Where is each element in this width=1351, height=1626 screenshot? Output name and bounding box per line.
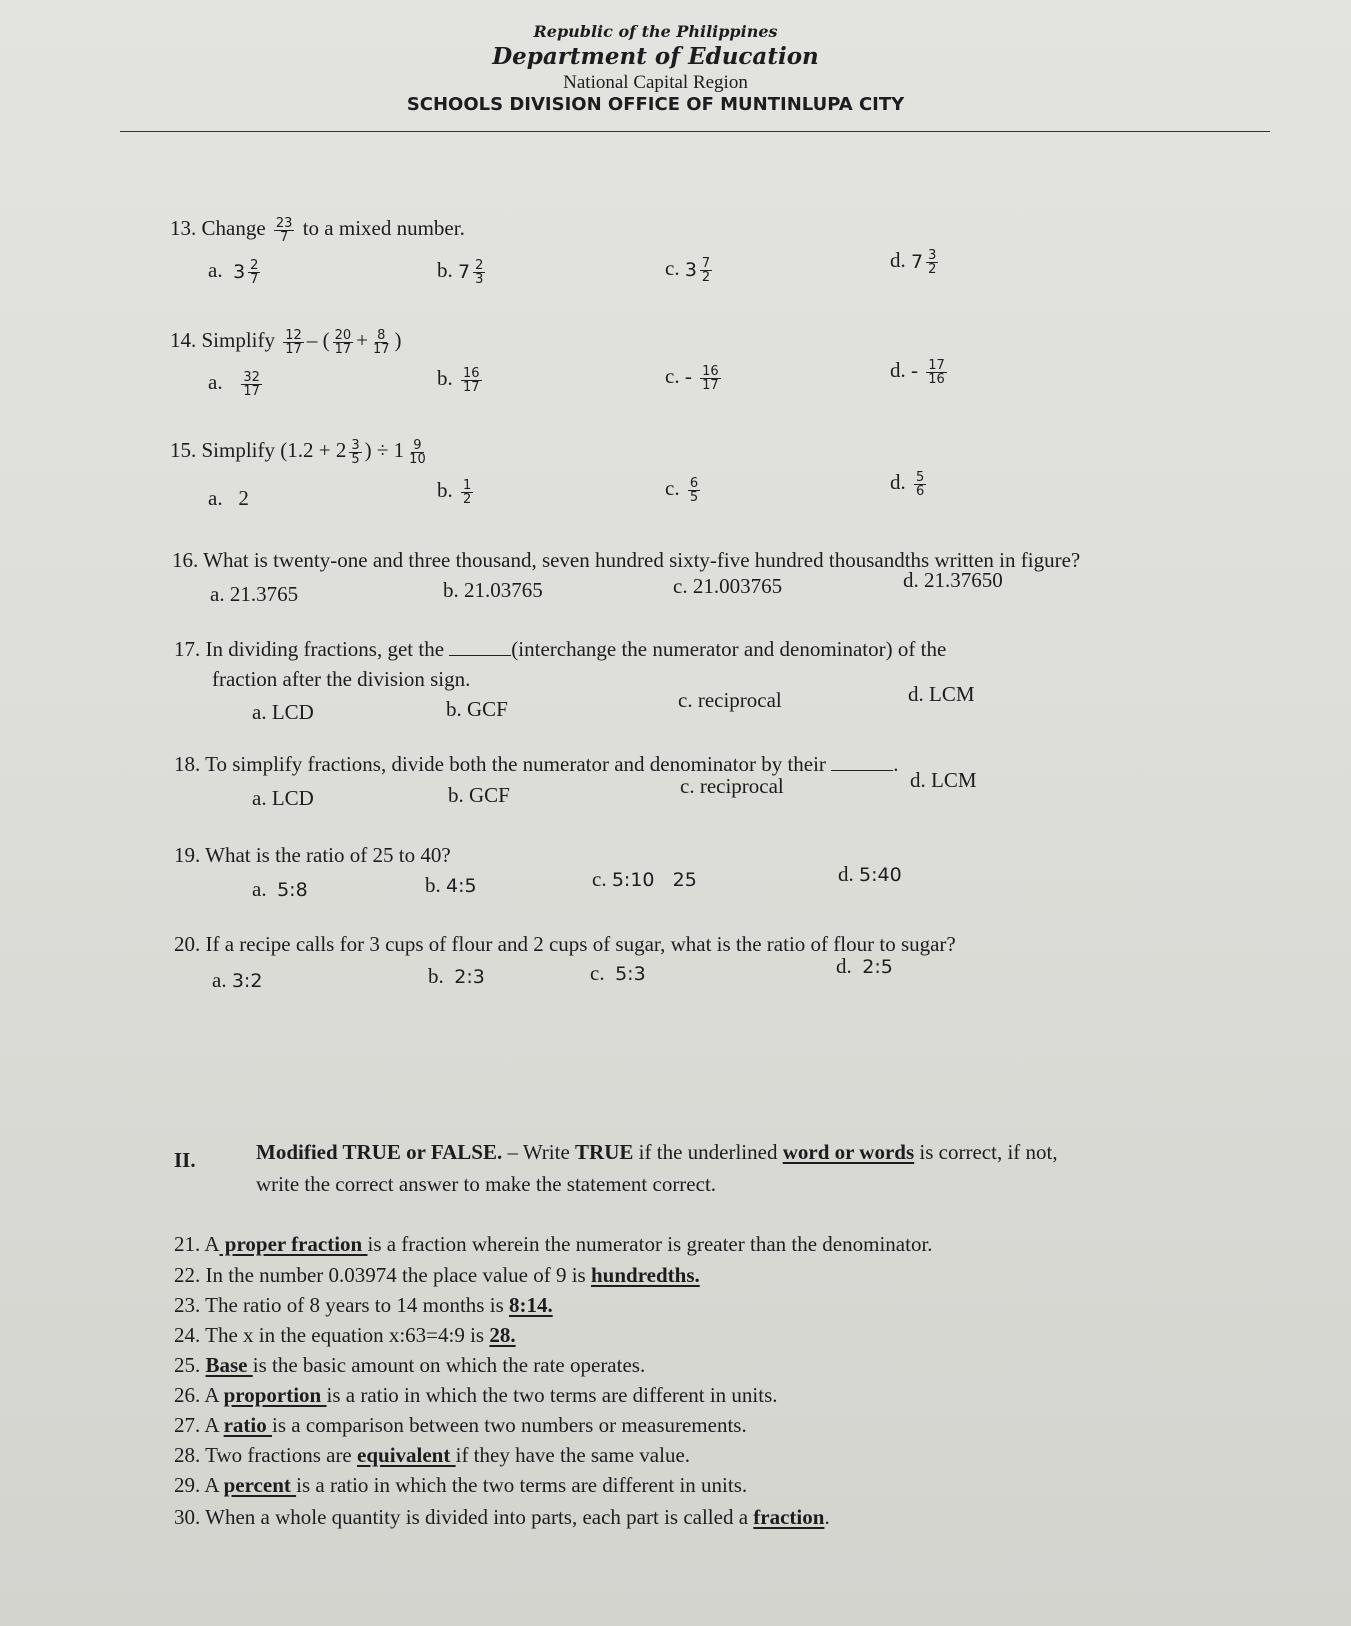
letterhead	[0, 22, 1351, 115]
tf-item-text: if they have the same value.	[455, 1443, 691, 1467]
question-17: 17. In dividing fractions, get the (interchange the numerator and denominator) of the	[174, 637, 947, 661]
tf-item-text: 30. When a whole quantity is divided into parts, each part is called a	[174, 1505, 754, 1529]
q17-option-d[interactable]: d. LCM	[908, 682, 975, 706]
question-13	[170, 216, 465, 244]
q13-option-d[interactable]: d. 7 $\frac{3}{2}$	[890, 247, 937, 277]
deped-line: Department of Education	[492, 43, 819, 70]
question-16: 16. What is twenty-one and three thousand, seven hundred sixty-five hundred thousandths written in figure?	[172, 548, 1081, 572]
q17-option-b[interactable]: b. GCF	[446, 697, 508, 721]
q14-option-d[interactable]: d. - $\frac{17}{16}$	[890, 357, 945, 387]
section-2-instructions: Modified TRUE or FALSE. – Write TRUE if the underlined word or words is correct, if not,	[256, 1140, 1058, 1164]
tf-item-text: 23. The ratio of 8 years to 14 months is	[174, 1293, 509, 1317]
q19-option-c[interactable]: c. 5:10 25	[592, 867, 697, 891]
question-20: 20. If a recipe calls for 3 cups of flour and 2 cups of sugar, what is the ratio of flour to sugar?	[174, 932, 956, 956]
q18-option-d[interactable]: d. LCM	[910, 768, 977, 792]
tf-item-text: 21. A	[174, 1232, 220, 1256]
q19-option-a[interactable]: a. 5:8	[252, 877, 308, 901]
q13-option-c[interactable]: c. 3 $\frac{7}{2}$	[665, 255, 711, 285]
question-15-prefix: 15. Simplify (1.2 + 2	[170, 438, 347, 462]
q14-option-c[interactable]: c. - $\frac{16}{17}$	[665, 363, 719, 393]
tf-underlined-term: Base	[205, 1353, 253, 1377]
tf-item-text: 28. Two fractions are	[174, 1443, 358, 1467]
question-17-line-2: fraction after the division sign.	[212, 667, 471, 691]
answer-blank	[831, 770, 893, 771]
division-line: SCHOOLS DIVISION OFFICE OF MUNTINLUPA CITY	[406, 94, 905, 115]
tf-item-text: 29. A	[174, 1473, 224, 1497]
tf-item-text: is a comparison between two numbers or measurements.	[272, 1413, 747, 1437]
q19-option-b[interactable]: b. 4:5	[425, 873, 477, 897]
tf-underlined-term: percent	[223, 1473, 297, 1497]
tf-item	[174, 1505, 830, 1530]
q13-option-a[interactable]: a. 3 $\frac{2}{7}$	[208, 257, 259, 287]
q15-option-b[interactable]: b. $\frac{1}{2}$	[437, 477, 472, 507]
question-18: 18. To simplify fractions, divide both the numerator and denominator by their .	[174, 752, 899, 776]
question-13-suffix: to a mixed number.	[302, 216, 465, 240]
tf-item	[174, 1353, 645, 1378]
q16-option-b[interactable]: b. 21.03765	[443, 578, 543, 602]
tf-item-text: 25.	[174, 1353, 206, 1377]
q15-option-d[interactable]: d. $\frac{5}{6}$	[890, 469, 925, 499]
tf-underlined-term: equivalent	[357, 1443, 456, 1467]
tf-item	[174, 1443, 690, 1468]
question-14-prefix: 14. Simplify	[170, 328, 276, 352]
tf-item	[174, 1413, 747, 1438]
q15-option-a[interactable]: a. 2	[208, 486, 249, 510]
q17-option-a[interactable]: a. LCD	[252, 700, 314, 724]
q16-option-c[interactable]: c. 21.003765	[673, 574, 783, 598]
q18-option-b[interactable]: b. GCF	[448, 783, 510, 807]
question-19: 19. What is the ratio of 25 to 40?	[174, 843, 451, 867]
q16-option-d[interactable]: d. 21.37650	[903, 568, 1003, 592]
tf-item	[174, 1473, 747, 1498]
q19-option-d[interactable]: d. 5:40	[838, 862, 902, 886]
q20-option-c[interactable]: c. 5:3	[590, 961, 646, 985]
tf-underlined-term: proper fraction	[219, 1232, 368, 1256]
q16-option-a[interactable]: a. 21.3765	[210, 582, 299, 606]
q20-option-a[interactable]: a. 3:2	[212, 968, 263, 992]
tf-item-text: is the basic amount on which the rate operates.	[252, 1353, 646, 1377]
q17-option-c[interactable]: c. reciprocal	[678, 688, 782, 712]
tf-underlined-term: hundredths.	[590, 1263, 700, 1287]
section-2-instructions-line-2: write the correct answer to make the statement correct.	[256, 1172, 717, 1196]
tf-underlined-term: ratio	[223, 1413, 273, 1437]
q20-option-b[interactable]: b. 2:3	[428, 964, 485, 988]
q18-option-c[interactable]: c. reciprocal	[680, 774, 784, 798]
tf-underlined-term: 28.	[489, 1323, 516, 1347]
q18-option-a[interactable]: a. LCD	[252, 786, 314, 810]
question-13-prefix: 13. Change	[170, 216, 266, 240]
tf-item-text: 26. A	[174, 1383, 224, 1407]
q20-option-d[interactable]: d. 2:5	[836, 954, 893, 978]
question-14: 14. Simplify $\frac{12}{17}$ – ( $\frac{20}{17}$ + $\frac{8}{17}$ )	[170, 327, 402, 357]
tf-item	[174, 1383, 778, 1408]
tf-item-text: 27. A	[174, 1413, 224, 1437]
q15-option-c[interactable]: c. $\frac{6}{5}$	[665, 475, 699, 505]
q14-option-b[interactable]: b. $\frac{16}{17}$	[437, 365, 480, 395]
tf-item-text: is a ratio in which the two terms are different in units.	[326, 1383, 778, 1407]
republic-line: Republic of the Philippines	[533, 22, 778, 41]
tf-underlined-term: 8:14.	[509, 1293, 553, 1317]
tf-item	[174, 1263, 700, 1288]
q14-option-a[interactable]: a. $\frac{32}{17}$	[208, 369, 260, 399]
tf-item	[174, 1232, 933, 1257]
tf-underlined-term: proportion	[223, 1383, 327, 1407]
section-2-numeral: II.	[174, 1148, 196, 1172]
tf-item-text: .	[824, 1505, 830, 1529]
question-15: 15. Simplify (1.2 + 2 $\frac{3}{5}$ ) ÷ 1 $\frac{9}{10}$	[170, 437, 426, 467]
region-line: National Capital Region	[563, 72, 748, 93]
tf-item-text: is a ratio in which the two terms are different in units.	[296, 1473, 748, 1497]
header-divider	[120, 131, 1270, 132]
tf-item-text: 24. The x in the equation x:63=4:9 is	[174, 1323, 490, 1347]
tf-underlined-term: fraction	[753, 1505, 825, 1529]
tf-item-text: 22. In the number 0.03974 the place value of 9 is	[174, 1263, 591, 1287]
tf-item-text: is a fraction wherein the numerator is greater than the denominator.	[367, 1232, 933, 1256]
tf-item	[174, 1293, 553, 1318]
question-13-fraction: $\frac{23}{7}$	[275, 215, 293, 245]
q13-option-b[interactable]: b. 7 $\frac{2}{3}$	[437, 257, 484, 287]
tf-item	[174, 1323, 516, 1348]
answer-blank	[449, 655, 511, 656]
